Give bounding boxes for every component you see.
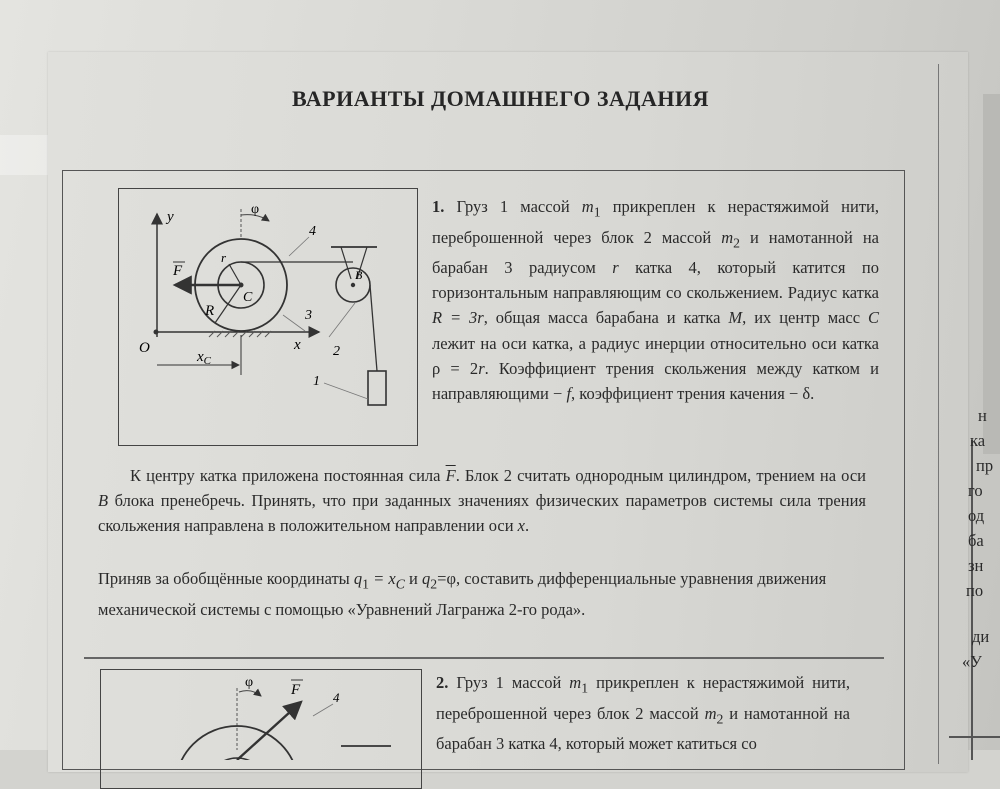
figure-2 xyxy=(100,669,422,789)
force-F-vector-2 xyxy=(237,702,301,760)
neighbor-text-fragment: од xyxy=(968,506,985,525)
figure-1 xyxy=(118,188,418,446)
block-axis-B xyxy=(351,283,355,287)
label-3: 3 xyxy=(305,308,312,323)
neighbor-text-fragment: ди xyxy=(972,627,990,646)
page-title: ВАРИАНТЫ ДОМАШНЕГО ЗАДАНИЯ xyxy=(292,86,710,111)
neighbor-text-fragment: «У xyxy=(962,652,982,671)
mechanism-diagram xyxy=(119,189,419,447)
label-x: x xyxy=(294,337,301,353)
neighbor-text-fragment: ба xyxy=(968,531,984,550)
label-4: 4 xyxy=(309,224,316,239)
origin-point xyxy=(154,330,159,335)
rope-lower xyxy=(370,285,377,371)
label-R: R xyxy=(205,303,215,319)
neighbor-text-fragment: пр xyxy=(976,456,994,475)
label-y: y xyxy=(167,209,174,225)
fig2-label-phi: φ xyxy=(245,675,254,690)
task-paragraph: Приняв за обобщённые координаты $q_1 = x_C$ и $q_2=\varphi$, составить дифференциальные уравнения движения механической системы с помощью «Уравнений Лагранжа 2-го рода». xyxy=(98,569,827,619)
problem-separator xyxy=(84,657,884,659)
neighbor-text-fragment: н xyxy=(978,406,987,425)
problem-1-number: 1. xyxy=(432,197,445,216)
fig2-label-4: 4 xyxy=(333,690,340,705)
neighbor-text-fragment: зн xyxy=(968,556,984,575)
load-1 xyxy=(368,371,386,405)
neighbor-text-fragment: го xyxy=(968,481,983,500)
neighbor-text-fragment: по xyxy=(966,581,984,600)
problem-1-text: 1. Груз 1 массой $m_1$ прикреплен к нерастяжимой нити, переброшенной через блок 2 массой $m_2$ и намотанной на барабан 3 радиусом r катка 4, который катится по горизонтальным направляющим со скольжением. Радиус катка R = 3r, общая масса барабана и катка M, их центр масс C лежит на оси катка, а радиус инерции относительно оси катка ρ = 2r. Коэффициент трения скольжения между катком и направляющими − f, коэффициент трения качения − δ. xyxy=(432,197,880,404)
label-B: B xyxy=(355,268,363,282)
problem-2-number: 2. xyxy=(436,673,449,692)
radius-r xyxy=(229,264,241,285)
label-C: C xyxy=(243,290,253,305)
label-O: O xyxy=(139,340,150,356)
label-phi: φ xyxy=(251,202,260,217)
label-r: r xyxy=(221,250,227,265)
label-F: F xyxy=(173,263,183,279)
problem-2-text: 2. Груз 1 массой $m_1$ прикреплен к нерастяжимой нити, переброшенной через блок 2 массой $m_2$ и намотанной на барабан 3 катка 4, который может катиться со xyxy=(436,673,851,753)
mechanism-diagram-2 xyxy=(101,670,423,760)
label-2: 2 xyxy=(333,344,340,359)
label-1: 1 xyxy=(313,374,320,389)
conditions-paragraph: К центру катка приложена постоянная сила $\overline{F}$. Блок 2 считать однородным цилиндром, трением на оси B блока пренебречь. Принять, что при заданных значениях физических параметров системы сила трения скольжения направлена в положительном направлении оси x. xyxy=(98,466,866,536)
label-xC: $x_C$ xyxy=(197,349,212,367)
fig2-label-F: F xyxy=(291,682,301,698)
neighbor-text-fragment: ка xyxy=(970,431,986,450)
